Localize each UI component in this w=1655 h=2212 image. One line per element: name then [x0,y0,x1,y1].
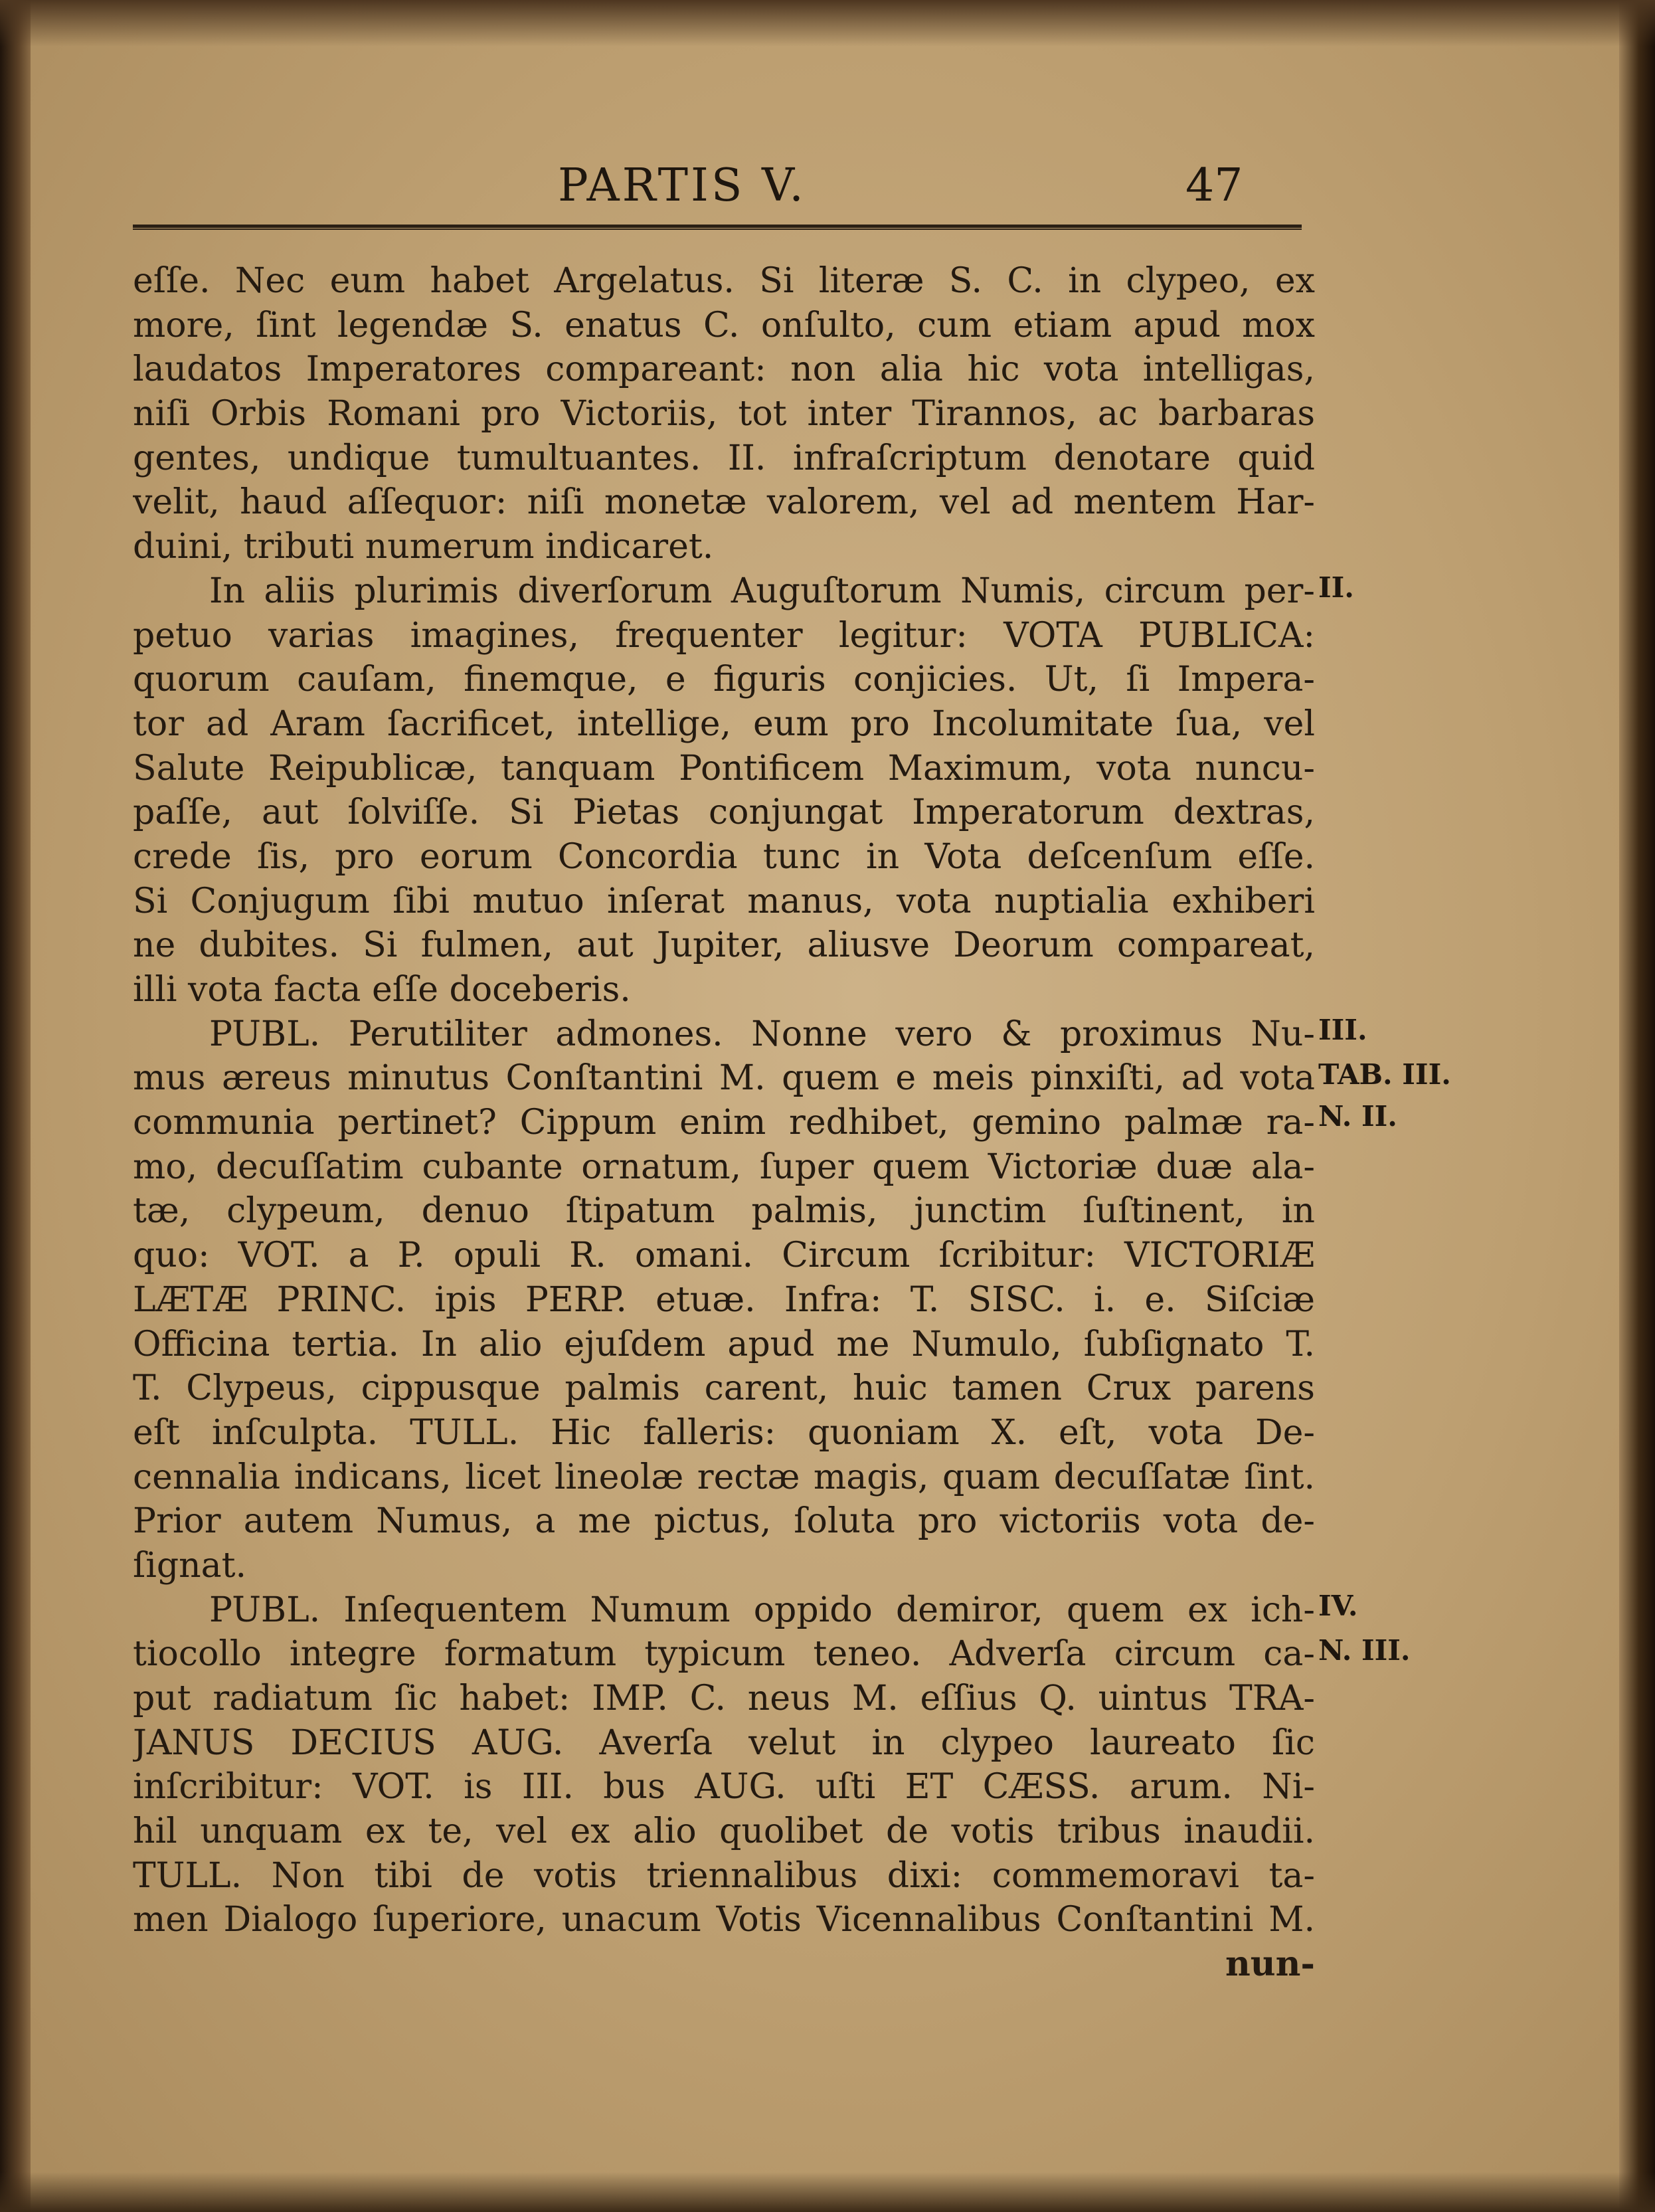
page-edge [1619,0,1655,2212]
bottom-shadow [0,2172,1655,2212]
text-line: communia pertinet? Cippum enim redhibet, gemino palmæ ra- [133,1103,1315,1143]
top-shadow [0,0,1655,46]
page-header [133,159,1302,232]
margin-note: II. [1318,571,1354,604]
text-line: tæ, clypeum, denuo ſtipatum palmis, junctim ſuſtinent, in [133,1191,1315,1232]
text-line: illi vota facta eſſe doceberis. [133,970,631,1010]
text-line: In aliis plurimis diverſorum Auguſtorum Numis, circum per- [209,571,1315,611]
catchword: nun- [1225,1944,1315,1985]
text-line: PUBL. Perutiliter admones. Nonne vero & proximus Nu- [209,1014,1315,1054]
text-line: petuo varias imagines, frequenter legitur: VOTA PUBLICA: [133,615,1315,656]
text-line: JANUS DECIUS AUG. Averſa velut in clypeo laureato ſic [133,1722,1315,1763]
text-line: mus æreus minutus Conſtantini M. quem e meis pinxiſti, ad vota [133,1058,1315,1099]
text-line: eſſe. Nec eum habet Argelatus. Si literæ S. C. in clypeo, ex [133,261,1315,301]
running-head: PARTIS V. [558,159,806,212]
text-line: Officina tertia. In alio ejuſdem apud me Numulo, ſubſignato T. [133,1324,1315,1364]
text-line: PUBL. Inſequentem Numum oppido demiror, quem ex ich- [209,1590,1315,1630]
text-line: T. Clypeus, cippusque palmis carent, huic tamen Crux parens [133,1368,1315,1409]
text-line: ſignat. [133,1545,247,1586]
text-line: Si Conjugum ſibi mutuo inſerat manus, vota nuptialia exhiberi [133,881,1315,921]
margin-note: N. III. [1318,1634,1411,1667]
text-line: cennalia indicans, licet lineolæ rectæ magis, quam decuſſatæ ſint. [133,1457,1315,1497]
text-line: men Dialogo ſuperiore, unacum Votis Vicennalibus Conſtantini M. [133,1900,1315,1940]
text-line: inſcribitur: VOT. is III. bus AUG. uſti ET CÆSS. arum. Ni- [133,1767,1315,1807]
margin-notes [1318,259,1451,2099]
text-line: ne dubites. Si fulmen, aut Jupiter, aliusve Deorum compareat, [133,925,1315,966]
text-line: eſt inſculpta. TULL. Hic falleris: quoniam X. eſt, vota De- [133,1412,1315,1453]
header-rule [133,225,1302,230]
text-line: quo: VOT. a P. opuli R. omani. Circum ſcribitur: VICTORIÆ [133,1236,1315,1276]
binding-gutter [0,0,31,2212]
text-line: crede ſis, pro eorum Concordia tunc in Vota deſcenſum eſſe. [133,836,1315,877]
page-number: 47 [1185,159,1243,212]
margin-note: III. [1318,1014,1367,1046]
text-line: tiocollo integre formatum typicum teneo. Adverſa circum ca- [133,1634,1315,1675]
text-line: put radiatum ſic habet: IMP. C. neus M. eſſius Q. uintus TRA- [133,1679,1315,1718]
text-line: velit, haud aſſequor: niſi monetæ valorem, vel ad mentem Har- [133,482,1315,523]
text-line: Salute Reipublicæ, tanquam Pontificem Maximum, vota nuncu- [133,748,1315,788]
text-line: Prior autem Numus, a me pictus, ſoluta pro victoriis vota de- [133,1501,1315,1542]
text-line: tor ad Aram ſacrificet, intellige, eum pro Incolumitate ſua, vel [133,703,1315,744]
text-line: niſi Orbis Romani pro Victoriis, tot inter Tirannos, ac barbaras [133,394,1315,434]
body-text [133,259,1315,2099]
text-line: TULL. Non tibi de votis triennalibus dixi: commemoravi ta- [133,1855,1315,1896]
text-line: quorum cauſam, finemque, e figuris conjicies. Ut, ſi Impera- [133,660,1315,700]
text-line: paſſe, aut ſolviſſe. Si Pietas conjungat Imperatorum dextras, [133,792,1315,833]
text-line: hil unquam ex te, vel ex alio quolibet de votis tribus inaudii. [133,1811,1315,1852]
margin-note: N. II. [1318,1100,1397,1133]
text-line: mo, decuſſatim cubante ornatum, ſuper quem Victoriæ duæ ala- [133,1147,1315,1187]
text-line: gentes, undique tumultuantes. II. infraſcriptum denotare quid [133,438,1315,478]
margin-note: IV. [1318,1590,1358,1622]
text-line: laudatos Imperatores compareant: non alia hic vota intelligas, [133,349,1315,390]
text-line: more, ſint legendæ S. enatus C. onſulto, cum etiam apud mox [133,305,1315,345]
margin-note: TAB. III. [1318,1058,1451,1091]
text-line: LÆTÆ PRINC. ipis PERP. etuæ. Infra: T. SISC. i. e. Siſciæ [133,1279,1315,1320]
text-line: duini, tributi numerum indicaret. [133,527,714,567]
